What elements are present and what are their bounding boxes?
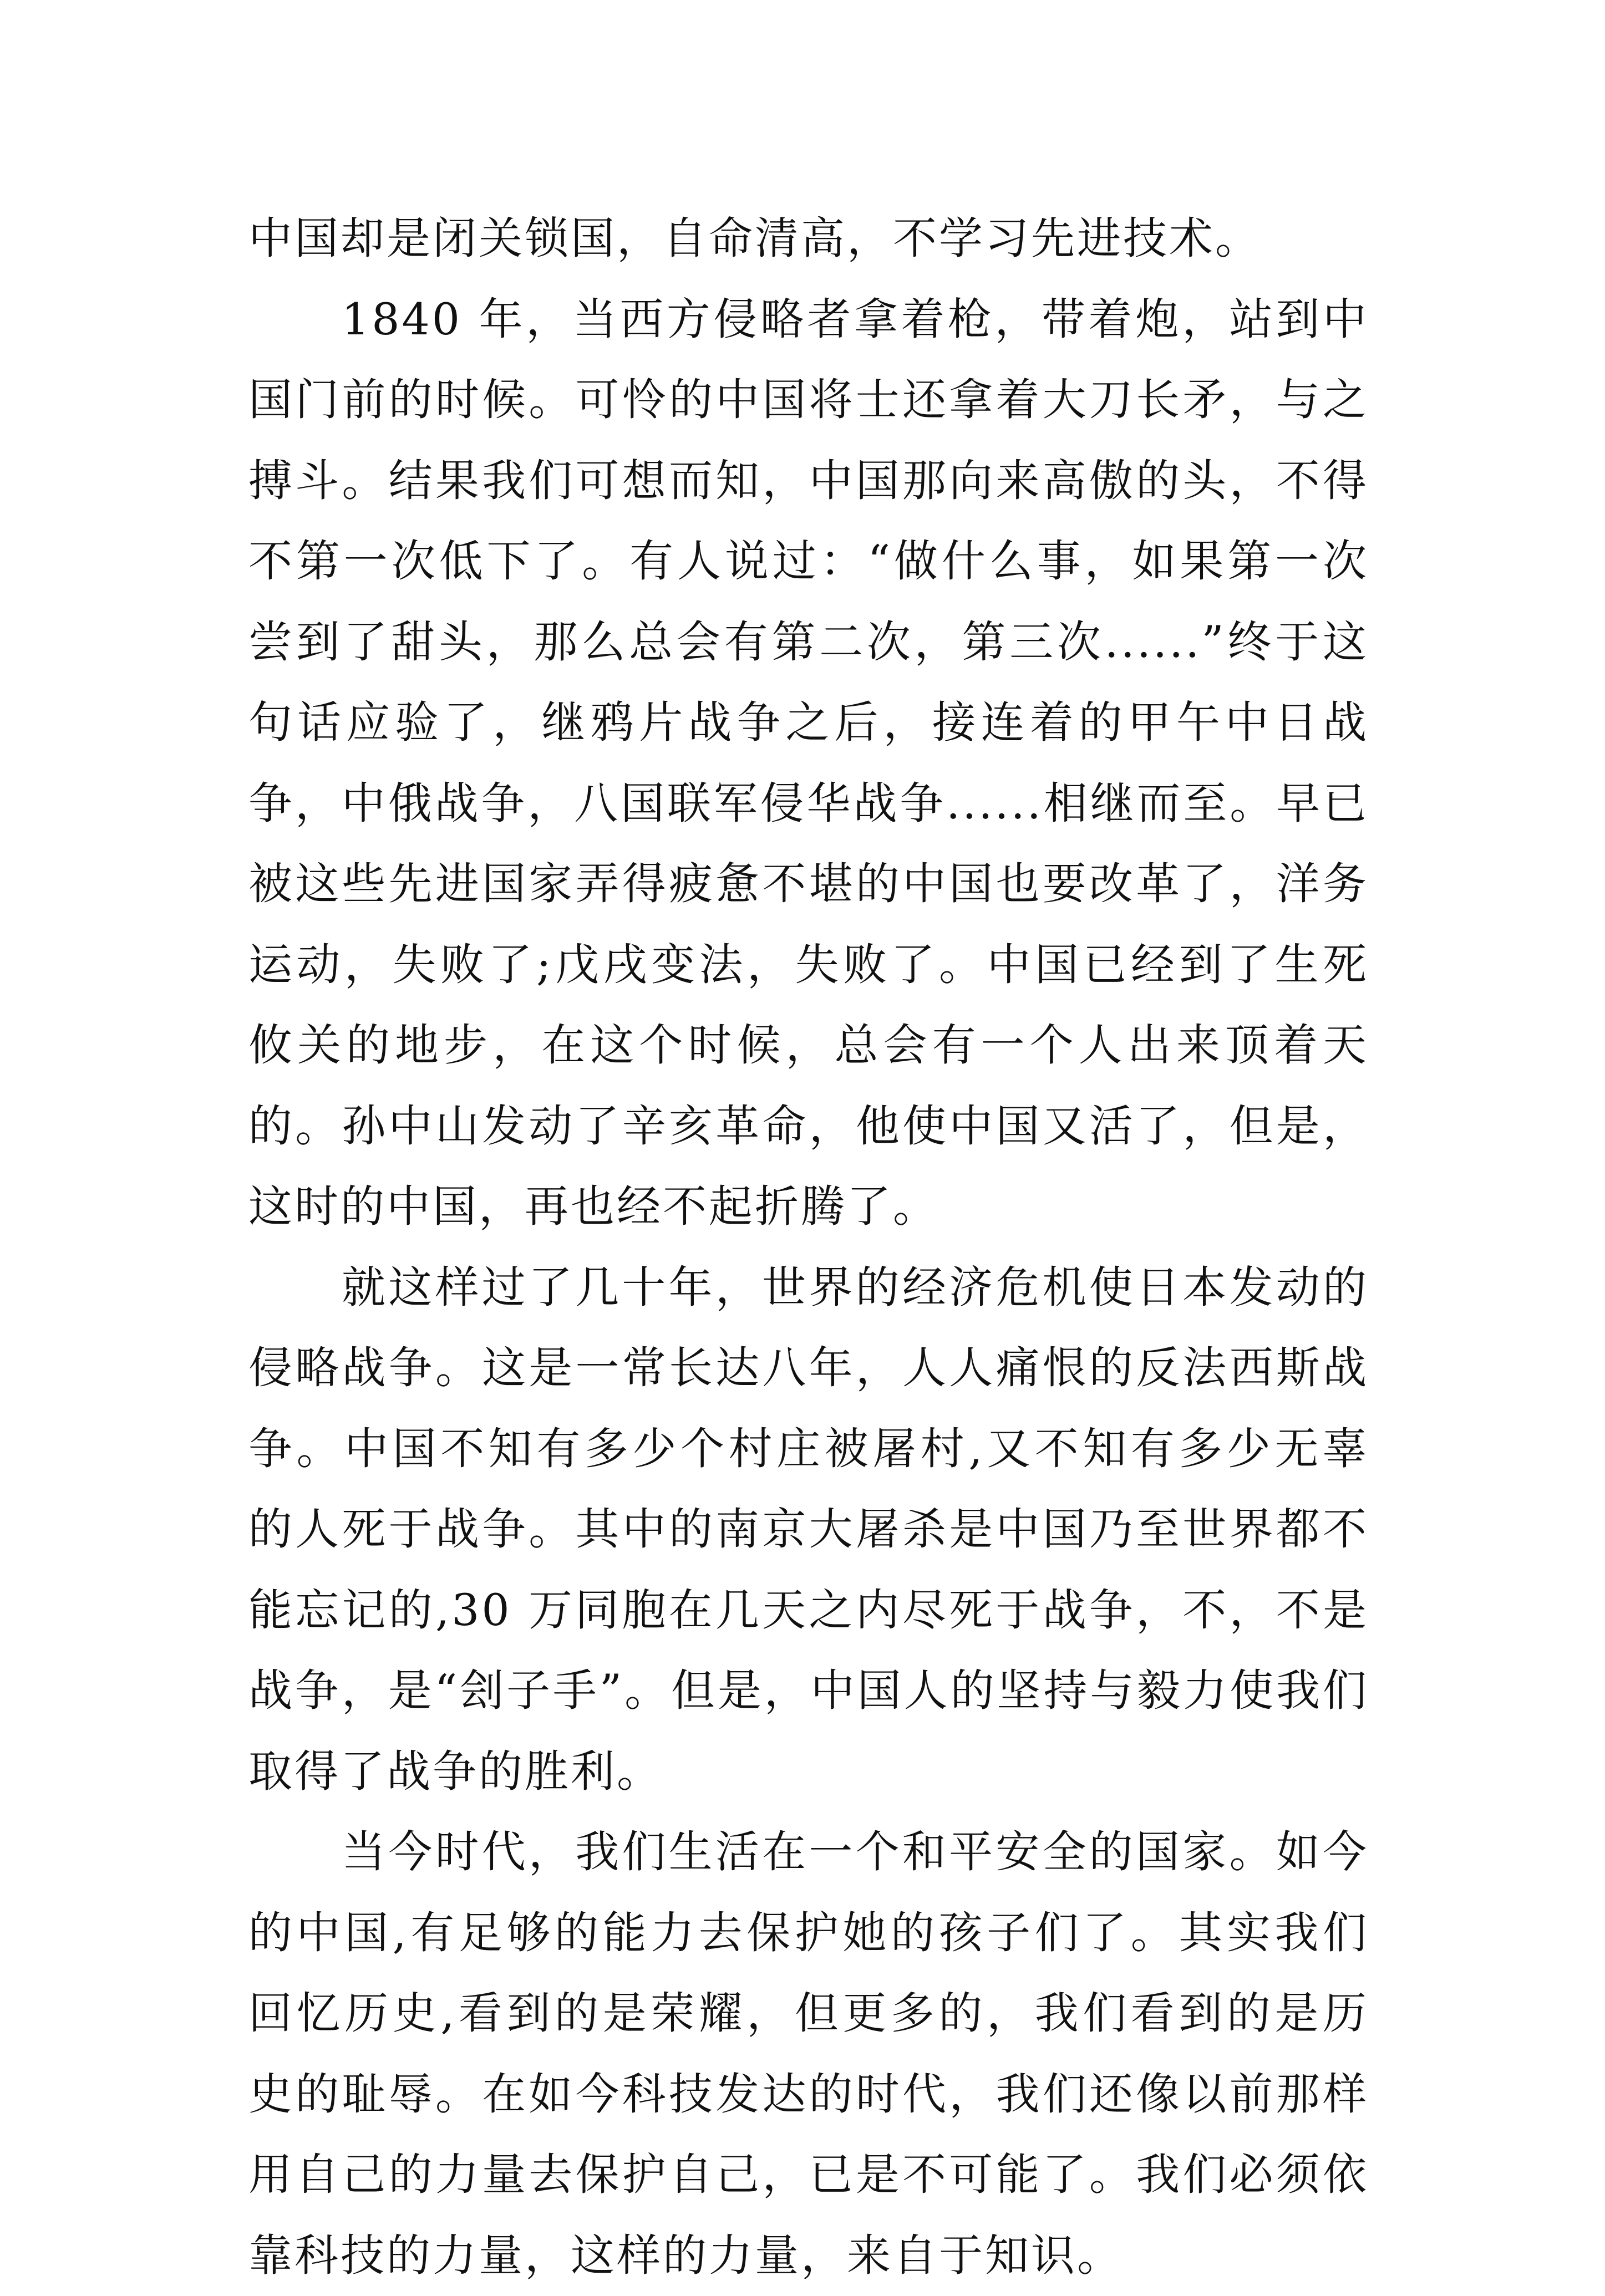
paragraph-1840-invasion: 1840 年，当西方侵略者拿着枪，带着炮，站到中国门前的时候。可怜的中国将士还拿着大刀长矛，与之搏斗。结果我们可想而知，中国那向来高傲的头，不得不第一次低下了。有人说过：“做什么事，如果第一次尝到了甜头，那么总会有第二次，第三次......”终于这句话应验了，继鸦片战争之后，接连着的甲午中日战争，中俄战争，八国联军侵华战争......相继而至。早已被这些先进国家弄得疲惫不堪的中国也要改革了，洋务运动，失败了;戊戌变法，失败了。中国已经到了生死攸关的地步，在这个时候，总会有一个人出来顶着天的。孙中山发动了辛亥革命，他使中国又活了，但是，这时的中国，再也经不起折腾了。 [248,293,1369,1232]
essay-body [248,198,1369,2296]
paragraph-anti-fascist-war: 就这样过了几十年，世界的经济危机使日本发动的侵略战争。这是一常长达八年，人人痛恨的反法西斯战争。中国不知有多少个村庄被屠村,又不知有多少无辜的人死于战争。其中的南京大屠杀是中国乃至世界都不能忘记的,30 万同胞在几天之内尽死于战争，不，不是战争，是“刽子手”。但是，中国人的坚持与毅力使我们取得了战争的胜利。 [248,1261,1369,1797]
paragraph-modern-era: 当今时代，我们生活在一个和平安全的国家。如今的中国,有足够的能力去保护她的孩子们了。其实我们回忆历史,看到的是荣耀，但更多的，我们看到的是历史的耻辱。在如今科技发达的时代，我们还像以前那样用自己的力量去保护自己，已是不可能了。我们必须依靠科技的力量，这样的力量，来自于知识。 [248,1826,1369,2281]
paragraph-continuation: 中国却是闭关锁国，自命清高，不学习先进技术。 [248,213,1261,264]
